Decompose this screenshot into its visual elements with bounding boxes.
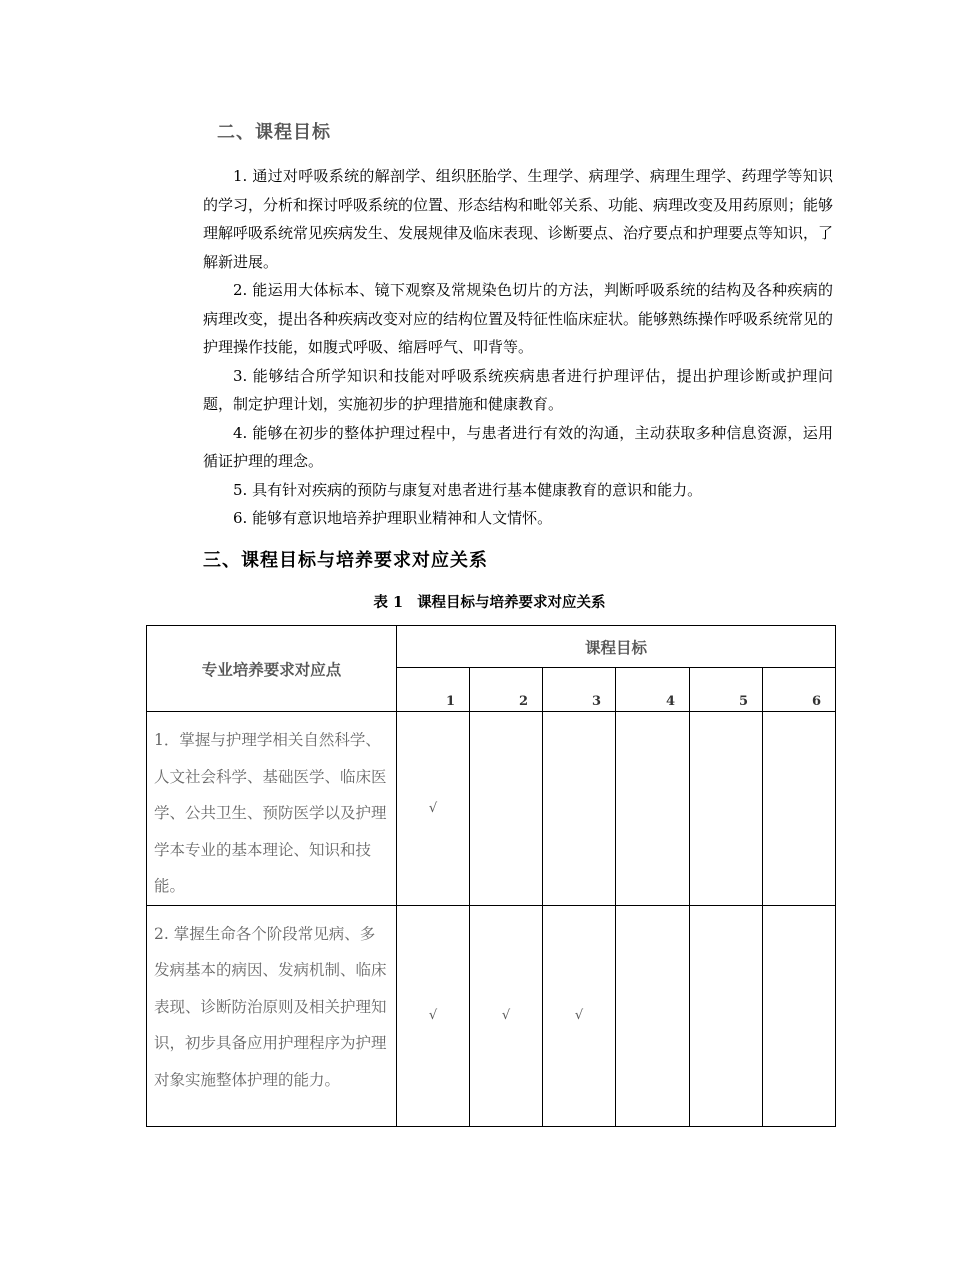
goal-paragraph-4: 4. 能够在初步的整体护理过程中，与患者进行有效的沟通，主动获取多种信息资源，运用循证护理的理念。 (203, 423, 833, 470)
check-cell: √ (397, 905, 470, 1126)
check-cell (470, 712, 543, 906)
check-cell (616, 712, 690, 906)
mapping-table (146, 625, 836, 1127)
check-cell (763, 712, 836, 906)
table-row (147, 712, 836, 906)
header-goal-5: 5 (690, 668, 763, 712)
header-goal-1: 1 (397, 668, 470, 712)
goal-paragraph-5: 5. 具有针对疾病的预防与康复对患者进行基本健康教育的意识和能力。 (233, 480, 703, 499)
section-heading-course-goals: 二、课程目标 (217, 122, 331, 143)
header-goal-4: 4 (616, 668, 690, 712)
check-cell (690, 905, 763, 1126)
goal-paragraph-3: 3. 能够结合所学知识和技能对呼吸系统疾病患者进行护理评估，提出护理诊断或护理问题，制定护理计划，实施初步的护理措施和健康教育。 (203, 366, 833, 413)
goal-paragraph-2: 2. 能运用大体标本、镜下观察及常规染色切片的方法，判断呼吸系统的结构及各种疾病的病理改变，提出各种疾病改变对应的结构位置及特征性临床症状。能够熟练操作呼吸系统常见的护理操作技能，如腹式呼吸、缩唇呼气、叩背等。 (203, 281, 834, 356)
check-cell (690, 712, 763, 906)
check-cell (763, 905, 836, 1126)
check-cell: √ (543, 905, 616, 1126)
header-goal-2: 2 (470, 668, 543, 712)
goal-paragraph-1: 1. 通过对呼吸系统的解剖学、组织胚胎学、生理学、病理学、病理生理学、药理学等知识的学习，分析和探讨呼吸系统的位置、形态结构和毗邻关系、功能、病理改变及用药原则；能够理解呼吸系统常见疾病发生、发展规律及临床表现、诊断要点、治疗要点和护理要点等知识，了解新进展。 (203, 167, 834, 271)
check-cell: √ (470, 905, 543, 1126)
header-goal-6: 6 (763, 668, 836, 712)
check-cell (543, 712, 616, 906)
table-caption-number: 表 1 (373, 594, 404, 611)
table-row (147, 905, 836, 1126)
table-caption-title: 课程目标与培养要求对应关系 (417, 594, 606, 611)
course-goals-body (203, 162, 833, 533)
section-heading-mapping: 三、课程目标与培养要求对应关系 (203, 550, 488, 571)
goal-paragraph-6: 6. 能够有意识地培养护理职业精神和人文情怀。 (233, 509, 553, 527)
check-cell: √ (397, 712, 470, 906)
table-caption (0, 591, 979, 612)
header-course-goals: 课程目标 (397, 626, 836, 668)
requirement-cell: 1．掌握与护理学相关自然科学、人文社会科学、基础医学、临床医学、公共卫生、预防医学以及护理学本专业的基本理论、知识和技能。 (147, 712, 397, 906)
header-goal-3: 3 (543, 668, 616, 712)
check-cell (616, 905, 690, 1126)
requirement-cell: 2. 掌握生命各个阶段常见病、多发病基本的病因、发病机制、临床表现、诊断防治原则及相关护理知识，初步具备应用护理程序为护理对象实施整体护理的能力。 (147, 905, 397, 1126)
header-requirement: 专业培养要求对应点 (147, 626, 397, 712)
